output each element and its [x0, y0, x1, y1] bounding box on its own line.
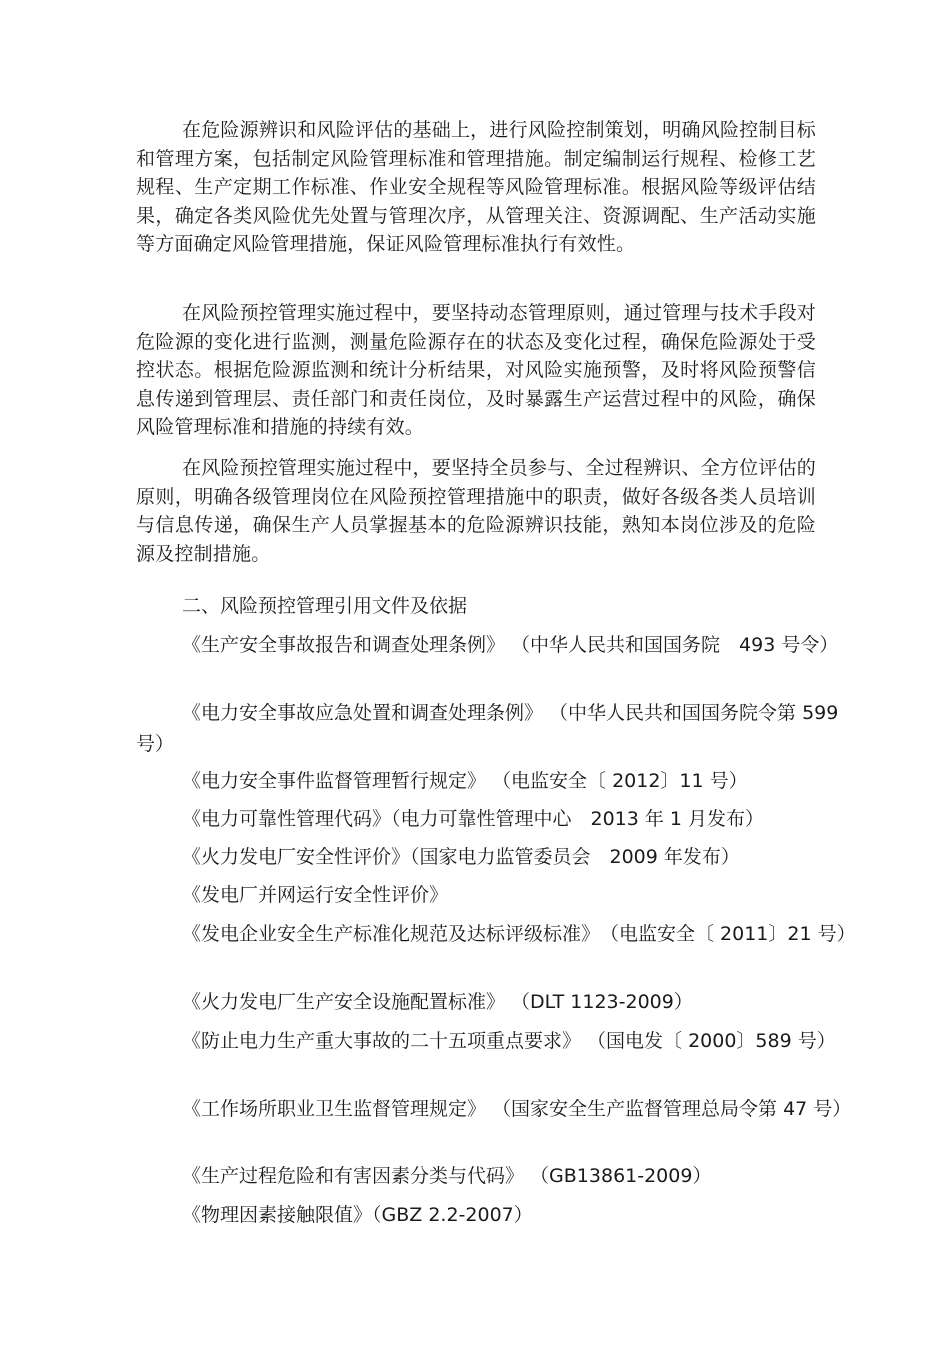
body-paragraph-risk-control-planning: 在危险源辨识和风险评估的基础上，进行风险控制策划，明确风险控制目标和管理方案，包括制定风险管理标准和管理措施。制定编制运行规程、检修工艺规程、生产定期工作标准、作业安全规程等风险管理标准。根据风险等级评估结果，确定各类风险优先处置与管理次序，从管理关注、资源调配、生产活动实施等方面确定风险管理措施，保证风险管理标准执行有效性。 [136, 119, 816, 256]
reference-item: 《物理因素接触限值》（GBZ 2.2-2007） [182, 1204, 533, 1226]
body-paragraph-full-participation: 在风险预控管理实施过程中，要坚持全员参与、全过程辨识、全方位评估的原则，明确各级管理岗位在风险预控管理措施中的职责，做好各级各类人员培训与信息传递，确保生产人员掌握基本的危险源辨识技能，熟知本岗位涉及的危险源及控制措施。 [136, 457, 816, 565]
reference-item: 《电力可靠性管理代码》（电力可靠性管理中心 2013 年 1 月发布） [182, 808, 765, 830]
reference-item: 《工作场所职业卫生监督管理规定》 （国家安全生产监督管理总局令第 47 号） [182, 1098, 852, 1120]
reference-item: 《发电厂并网运行安全性评价》 [182, 884, 449, 906]
reference-item: 《生产安全事故报告和调查处理条例》 （中华人民共和国国务院 493 号令） [182, 634, 839, 656]
reference-item: 《电力安全事故应急处置和调查处理条例》 （中华人民共和国国务院令第 599 号） [136, 702, 839, 755]
section-heading: 二、风险预控管理引用文件及依据 [182, 595, 468, 617]
reference-item: 《电力安全事件监督管理暂行规定》 （电监安全〔 2012〕11 号） [182, 770, 748, 792]
reference-item: 《发电企业安全生产标准化规范及达标评级标准》 （电监安全〔 2011〕21 号） [182, 923, 856, 945]
reference-item: 《火力发电厂安全性评价》（国家电力监管委员会 2009 年发布） [182, 846, 740, 868]
reference-item: 《防止电力生产重大事故的二十五项重点要求》 （国电发〔 2000〕589 号） [182, 1030, 836, 1052]
body-paragraph-dynamic-management: 在风险预控管理实施过程中，要坚持动态管理原则，通过管理与技术手段对危险源的变化进行监测，测量危险源存在的状态及变化过程，确保危险源处于受控状态。根据危险源监测和统计分析结果，对风险实施预警，及时将风险预警信息传递到管理层、责任部门和责任岗位，及时暴露生产运营过程中的风险，确保风险管理标准和措施的持续有效。 [136, 302, 816, 439]
reference-item: 《生产过程危险和有害因素分类与代码》 （GB13861-2009） [182, 1165, 712, 1187]
reference-item: 《火力发电厂生产安全设施配置标准》 （DLT 1123-2009） [182, 991, 693, 1013]
